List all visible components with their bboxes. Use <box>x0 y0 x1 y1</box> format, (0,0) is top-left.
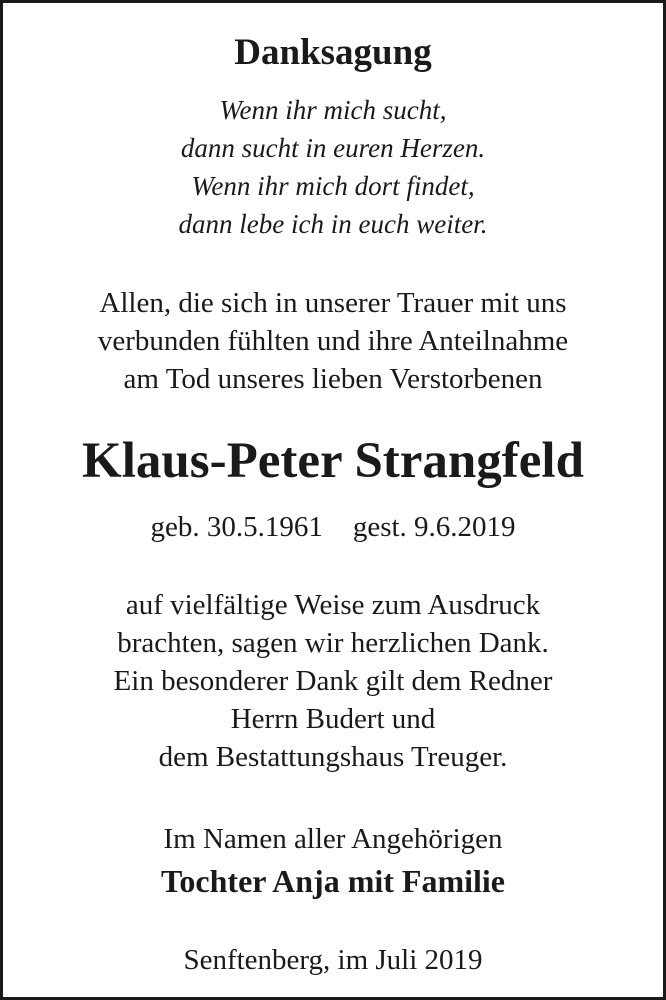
thanks-line: dem Bestattungshaus Treuger. <box>158 741 508 773</box>
poem-line: dann sucht in euren Herzen. <box>180 133 486 163</box>
thanks-line: auf vielfältige Weise zum Ausdruck <box>125 589 541 621</box>
notice-title: Danksagung <box>234 32 432 73</box>
poem <box>3 91 663 243</box>
thanks-line: brachten, sagen wir herzlichen Dank. <box>117 627 549 659</box>
birth-date: geb. 30.5.1961 <box>150 511 323 543</box>
thanks-line: Herrn Budert und <box>230 703 436 735</box>
intro-line: am Tod unseres lieben Verstorbenen <box>123 363 543 395</box>
intro-line: verbunden fühlten und ihre Anteilnahme <box>97 325 569 357</box>
place-and-date: Senftenberg, im Juli 2019 <box>183 944 483 976</box>
poem-line: Wenn ihr mich sucht, <box>219 95 447 125</box>
life-dates <box>3 508 663 546</box>
intro-paragraph <box>3 284 663 398</box>
poem-line: Wenn ihr mich dort findet, <box>191 171 475 201</box>
death-date: gest. 9.6.2019 <box>352 511 516 543</box>
deceased-name: Klaus-Peter Strangfeld <box>82 433 584 489</box>
thanks-line: Ein besonderer Dank gilt dem Redner <box>113 665 553 697</box>
poem-line: dann lebe ich in euch weiter. <box>178 209 488 239</box>
family-signature: Tochter Anja mit Familie <box>161 863 505 899</box>
on-behalf-line: Im Namen aller Angehörigen <box>163 823 503 855</box>
thanks-paragraph <box>3 586 663 776</box>
intro-line: Allen, die sich in unserer Trauer mit uns <box>99 287 567 319</box>
